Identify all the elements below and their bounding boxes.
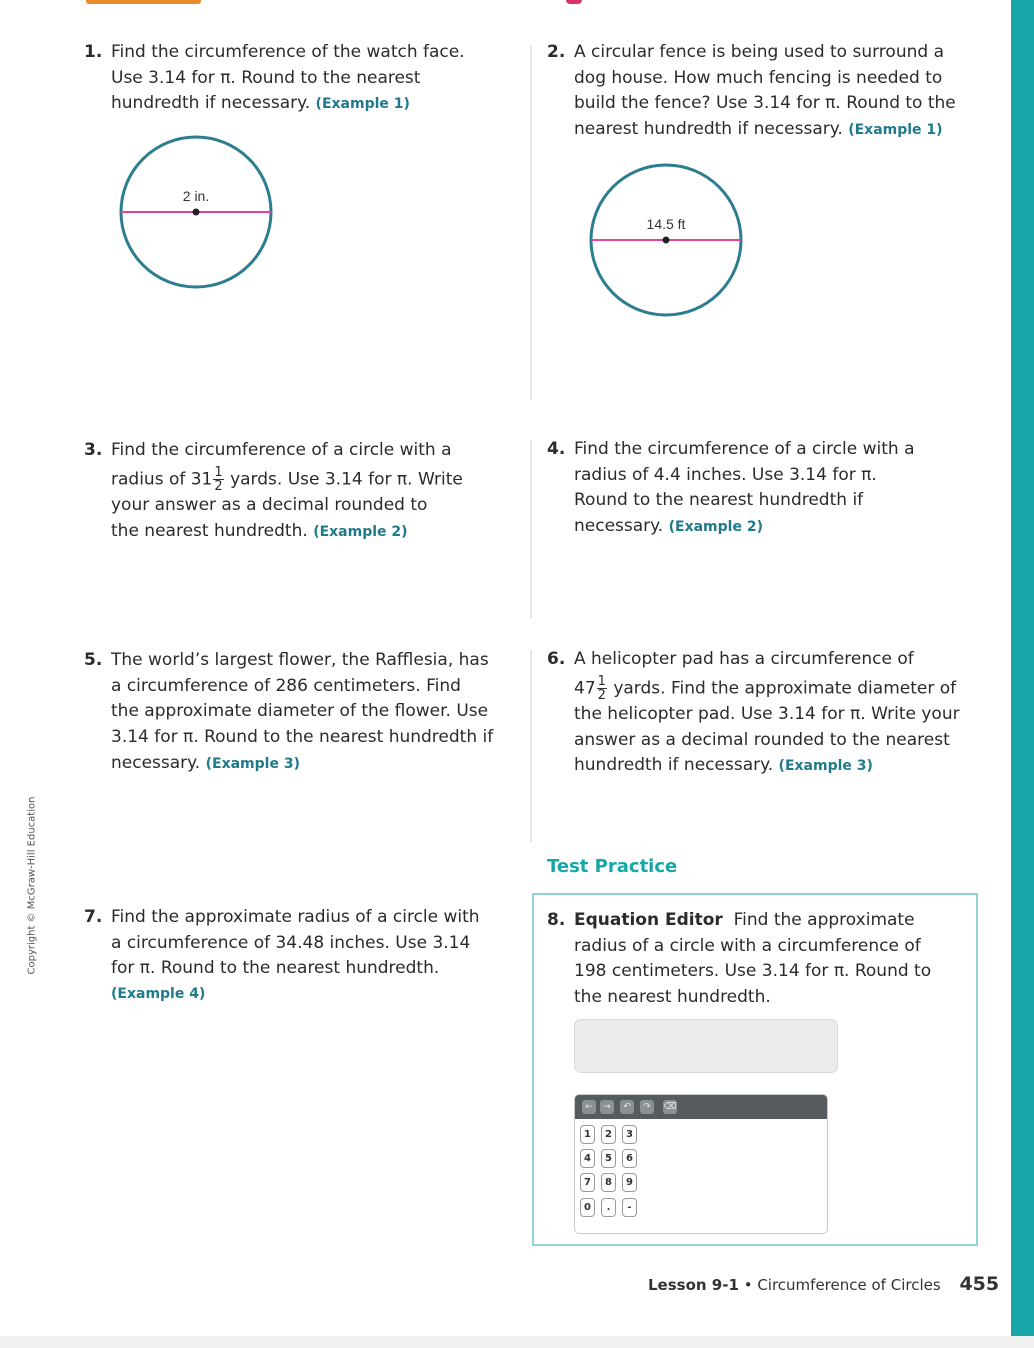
equation-editor-label: Equation Editor <box>574 910 723 930</box>
text-line: Use 3.14 for π. Round to the nearest <box>111 67 421 88</box>
text-line: 3.14 for π. Round to the nearest hundredth if <box>111 727 494 748</box>
lesson-number: Lesson 9-1 <box>648 1276 739 1294</box>
key-2[interactable]: 2 <box>601 1125 616 1144</box>
key-minus[interactable]: - <box>622 1198 637 1217</box>
text-line: A circular fence is being used to surround a <box>574 42 944 62</box>
undo-icon[interactable]: ↶ <box>620 1100 634 1114</box>
key-1[interactable]: 1 <box>580 1125 595 1144</box>
problem-text <box>574 908 931 1011</box>
problem-text <box>111 905 480 1008</box>
problem-text <box>111 648 493 778</box>
problem-number: 4. <box>547 439 566 459</box>
example-reference[interactable]: (Example 3) <box>778 758 873 775</box>
center-dot <box>193 209 200 216</box>
problem-text <box>111 40 465 118</box>
diameter-label: 14.5 ft <box>646 216 686 232</box>
text-line: a circumference of 286 centimeters. Find <box>111 675 461 696</box>
text-line: 47 $\frac{1}{2}$ yards. Find the approximate diameter of <box>574 673 957 703</box>
example-reference[interactable]: (Example 2) <box>313 523 408 540</box>
text-line: radius of a circle with a circumference of <box>574 935 921 956</box>
problem-number: 8. <box>547 910 566 930</box>
problem-text <box>574 437 915 541</box>
page-bottom-strip <box>0 1336 1034 1348</box>
text-line: radius of 31 $\frac{1}{2}$ yards. Use 3.14 for π. Write <box>111 464 463 494</box>
page-footer <box>648 1273 999 1295</box>
key-8[interactable]: 8 <box>601 1173 616 1192</box>
key-0[interactable]: 0 <box>580 1198 595 1217</box>
text-line: dog house. How much fencing is needed to <box>574 67 943 88</box>
text-line: Find the circumference of a circle with a <box>574 439 915 459</box>
key-7[interactable]: 7 <box>580 1173 595 1192</box>
footer-bullet: • <box>743 1276 753 1294</box>
text-line: Find the approximate radius of a circle with <box>111 907 480 927</box>
problem-text <box>574 647 960 780</box>
example-reference[interactable]: (Example 3) <box>205 755 300 772</box>
mixed-number-fraction: $\frac{1}{2}$ <box>597 673 606 703</box>
diameter-label: 2 in. <box>182 188 210 204</box>
key-9[interactable]: 9 <box>622 1173 637 1192</box>
page-number: 455 <box>959 1273 1000 1295</box>
problem-number: 7. <box>84 907 103 927</box>
center-dot <box>663 237 670 244</box>
backspace-icon[interactable]: ⌫ <box>663 1102 677 1112</box>
test-practice-heading: Test Practice <box>547 856 678 877</box>
text-line: answer as a decimal rounded to the nearest <box>574 729 950 750</box>
text-line: nearest hundredth if necessary. (Example 1) <box>574 119 943 140</box>
key-4[interactable]: 4 <box>580 1149 595 1168</box>
text-line: radius of 4.4 inches. Use 3.14 for π. <box>574 464 877 485</box>
text-line: hundredth if necessary. (Example 3) <box>574 755 873 776</box>
problem-number: 6. <box>547 649 566 669</box>
problem-number: 5. <box>84 650 103 670</box>
problem-text <box>111 438 463 545</box>
problem-number: 2. <box>547 42 566 62</box>
key-decimal[interactable]: . <box>601 1198 616 1217</box>
text-line: Round to the nearest hundredth if <box>574 490 864 511</box>
text-line: the nearest hundredth. (Example 2) <box>111 520 408 541</box>
equation-editor-keypad <box>574 1094 828 1234</box>
example-reference[interactable]: (Example 1) <box>848 122 943 139</box>
text-line: your answer as a decimal rounded to <box>111 494 428 515</box>
copyright-notice: Copyright © McGraw-Hill Education <box>26 796 38 975</box>
text-line: hundredth if necessary. (Example 1) <box>111 93 410 114</box>
column-divider-2 <box>530 440 532 618</box>
key-3[interactable]: 3 <box>622 1125 637 1144</box>
example-reference[interactable]: (Example 1) <box>315 96 410 113</box>
text-line: the helicopter pad. Use 3.14 for π. Write your <box>574 703 960 724</box>
text-line: Equation Editor Find the approximate <box>574 910 915 930</box>
text-line: necessary. (Example 2) <box>574 516 763 537</box>
text-line: Find the circumference of the watch face. <box>111 42 465 62</box>
text-line: build the fence? Use 3.14 for π. Round to the <box>574 93 956 114</box>
section-title-fragment <box>86 0 201 4</box>
problem-number: 1. <box>84 42 103 62</box>
example-reference[interactable]: (Example 2) <box>668 519 763 536</box>
answer-input[interactable] <box>574 1019 838 1073</box>
text-line: Find the circumference of a circle with a <box>111 440 452 460</box>
column-divider-3 <box>530 650 532 842</box>
text-line: a circumference of 34.48 inches. Use 3.14 <box>111 932 471 953</box>
redo-icon[interactable]: ↷ <box>640 1100 654 1114</box>
watch-face-figure <box>115 133 279 293</box>
lesson-title: Circumference of Circles <box>757 1276 941 1294</box>
fence-figure <box>584 160 748 320</box>
example-reference[interactable]: (Example 4) <box>111 986 206 1003</box>
text-line: 198 centimeters. Use 3.14 for π. Round to <box>574 961 932 982</box>
undo-left-arrow-icon[interactable]: ← <box>582 1100 596 1114</box>
right-arrow-icon[interactable]: → <box>600 1100 614 1114</box>
page-edge-bar <box>1011 0 1034 1336</box>
problem-text <box>574 40 956 144</box>
text-line: necessary. (Example 3) <box>111 752 300 773</box>
text-line: A helicopter pad has a circumference of <box>574 649 914 669</box>
text-line: the nearest hundredth. <box>574 987 771 1008</box>
column-divider-1 <box>530 45 532 400</box>
problem-number: 3. <box>84 440 103 460</box>
text-line: The world’s largest flower, the Rafflesia, has <box>111 650 489 670</box>
mixed-number-fraction: $\frac{1}{2}$ <box>214 464 223 494</box>
text-line: for π. Round to the nearest hundredth. <box>111 958 440 979</box>
editor-toolbar <box>575 1095 827 1119</box>
text-line: the approximate diameter of the flower. Use <box>111 701 489 722</box>
key-6[interactable]: 6 <box>622 1149 637 1168</box>
header-icon-fragment <box>566 0 582 4</box>
key-5[interactable]: 5 <box>601 1149 616 1168</box>
